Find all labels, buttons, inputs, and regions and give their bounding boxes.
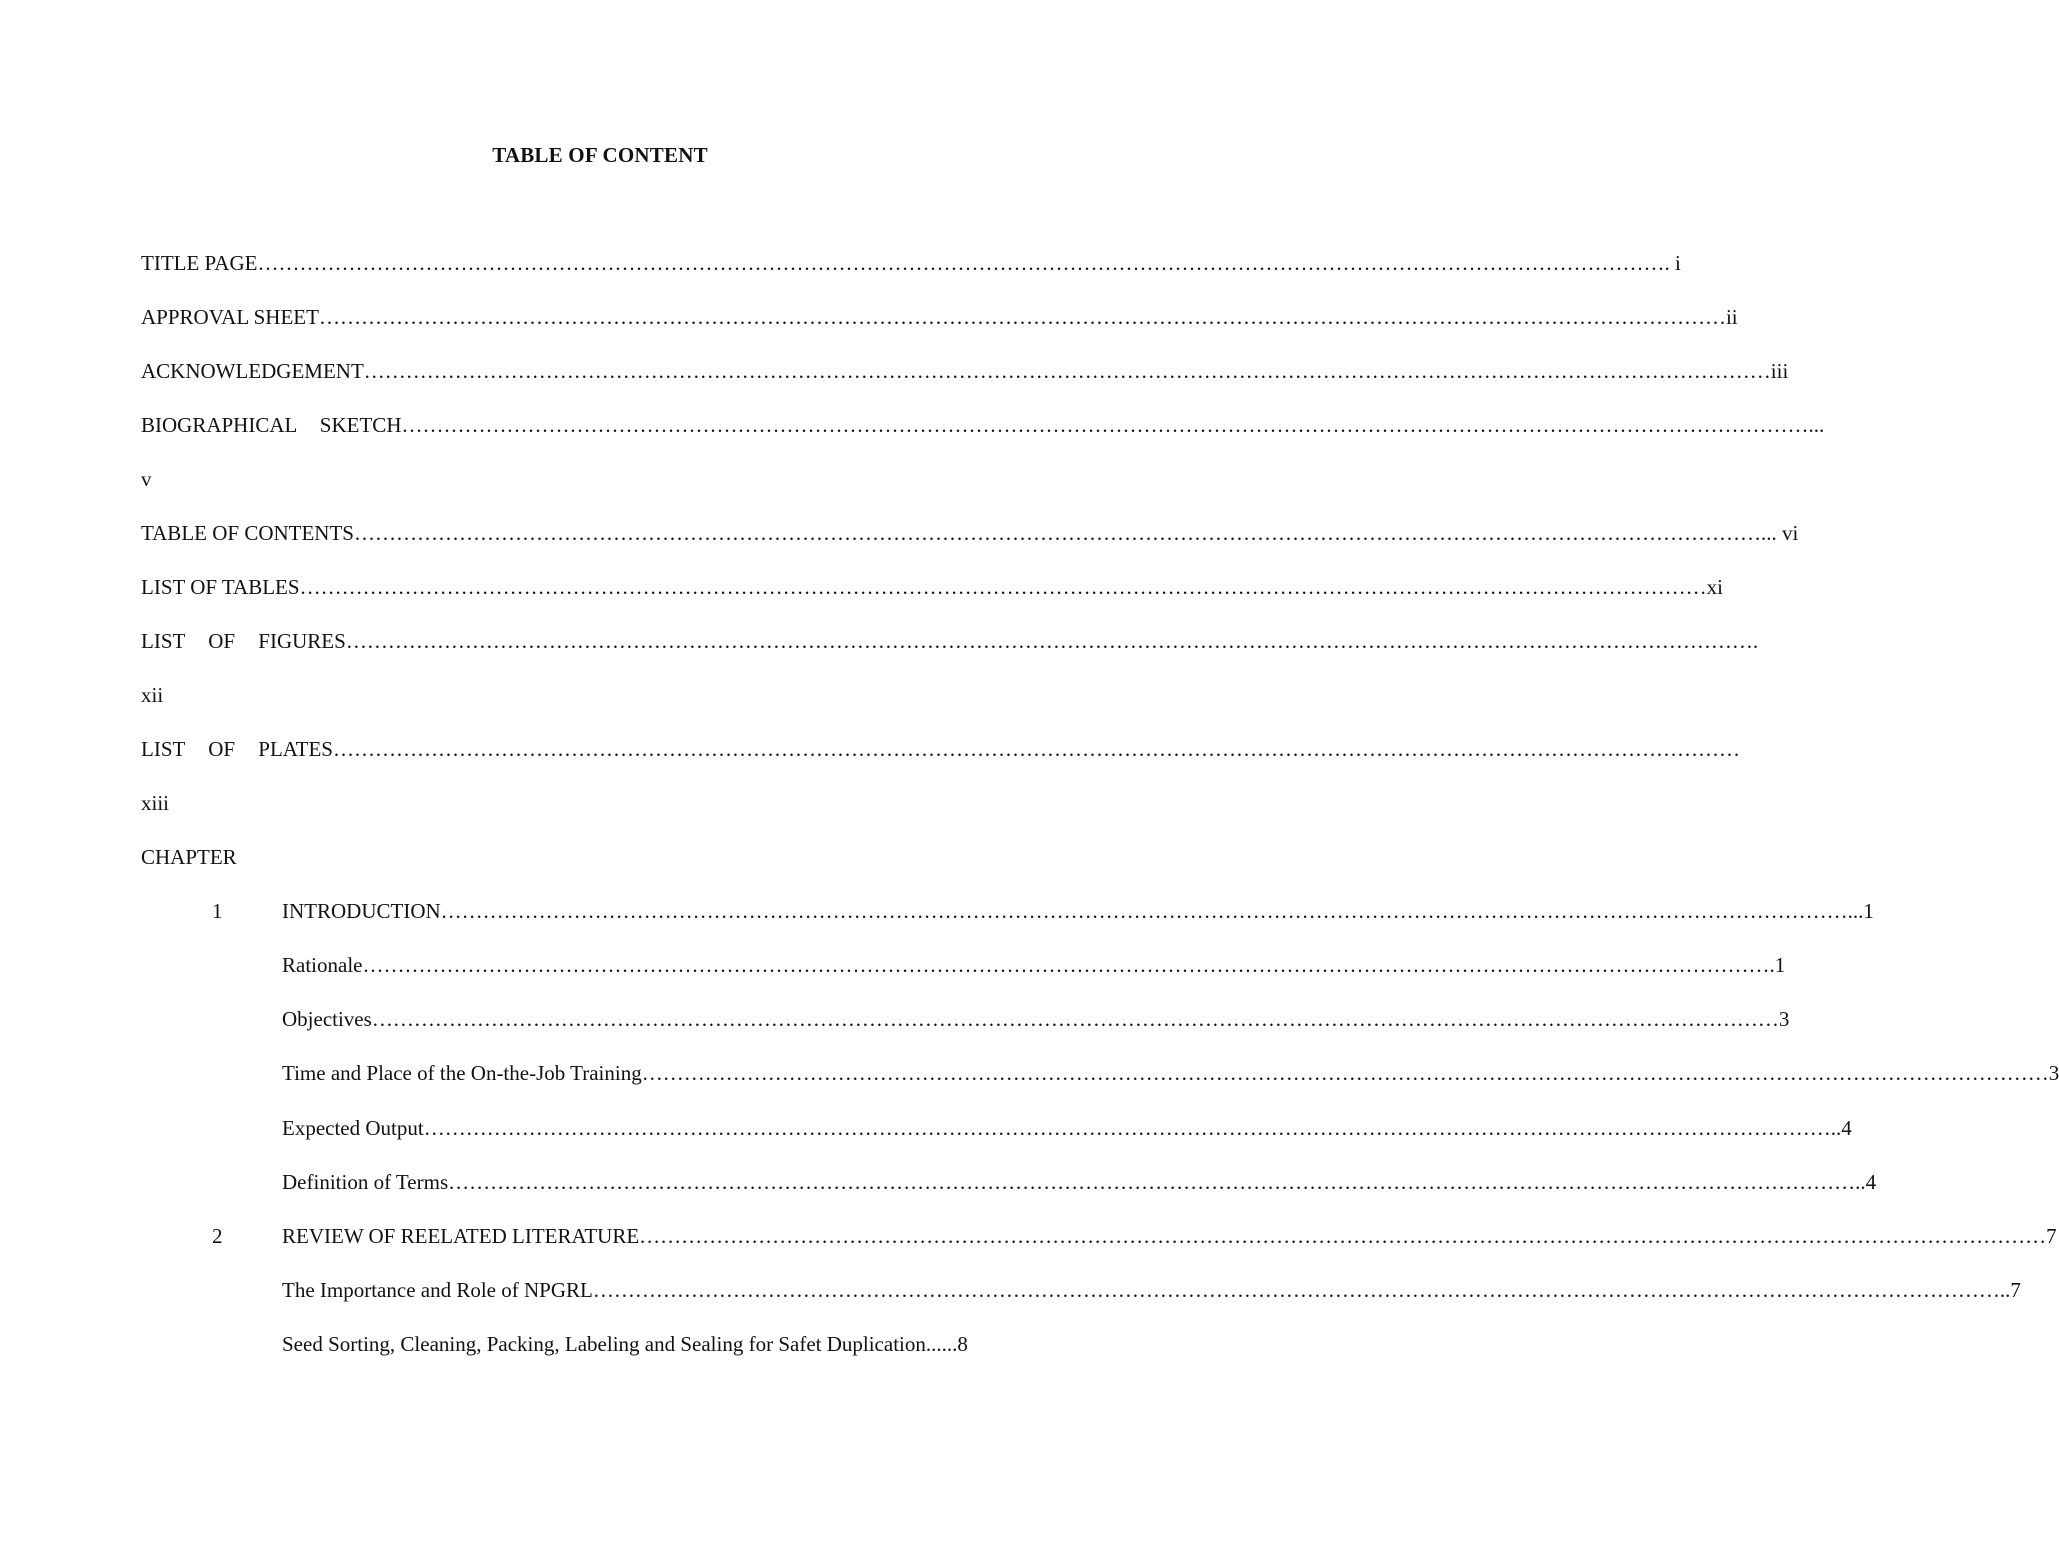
toc-entry-acknowledgement	[141, 359, 1789, 384]
leader-dots: …………………………………………………………………………………………………………………………………………………………………………………	[371, 1007, 1779, 1031]
toc-entry-page: ..4	[1830, 1116, 1852, 1140]
toc-entry-label: BIOGRAPHICAL SKETCH	[141, 413, 402, 437]
toc-entry-label: Time and Place of the On-the-Job Training	[282, 1061, 642, 1085]
chapter-number: 1	[212, 899, 223, 923]
leader-dots: …………………………………………………………………………………………………………………………………………………………………………………	[401, 413, 1809, 437]
toc-entry-page: .	[1752, 629, 1759, 653]
toc-entry-section	[282, 953, 1786, 978]
toc-entry-label: ACKNOWLEDGEMENT	[141, 359, 364, 383]
toc-entry-table-of-contents	[141, 521, 1799, 546]
toc-entry-title-page	[141, 251, 1681, 276]
toc-entry-section	[282, 1061, 2059, 1086]
leader-dots: …………………………………………………………………………………………………………………………………………………………………………………	[440, 899, 1848, 923]
toc-entry-page: 7	[2046, 1224, 2057, 1248]
toc-entry-label: APPROVAL SHEET	[141, 305, 319, 329]
leader-dots: …………………………………………………………………………………………………………………………………………………………………………………	[363, 359, 1771, 383]
toc-entry-label: Expected Output	[282, 1116, 424, 1140]
leader-dots: …………………………………………………………………………………………………………………………………………………………………………………	[299, 575, 1707, 599]
leader-dots: …………………………………………………………………………………………………………………………………………………………………………………	[448, 1170, 1856, 1194]
toc-entry-list-of-figures	[141, 629, 1759, 654]
leader-dots: …………………………………………………………………………………………………………………………………………………………………………………	[362, 953, 1770, 977]
toc-entry-label: INTRODUCTION	[282, 899, 441, 923]
toc-entry-page: . i	[1664, 251, 1681, 275]
leader-dots: …………………………………………………………………………………………………………………………………………………………………………………	[345, 629, 1753, 653]
toc-entry-label: The Importance and Role of NPGRL	[282, 1278, 593, 1302]
toc-entry-page: 3	[1778, 1007, 1790, 1031]
toc-entry-page: ..7	[1999, 1278, 2021, 1302]
leader-dots: …………………………………………………………………………………………………………………………………………………………………………………	[332, 737, 1740, 761]
toc-entry-page: xi	[1706, 575, 1723, 599]
page-title: TABLE OF CONTENT	[492, 143, 708, 167]
toc-entry-page: ......8	[925, 1332, 968, 1356]
toc-entry-page-wrapped: xii	[141, 683, 164, 707]
toc-entry-label: TITLE PAGE	[141, 251, 258, 275]
toc-entry-section	[282, 1116, 1852, 1141]
toc-entry-section	[282, 1278, 2021, 1303]
toc-entry-label: LIST OF TABLES	[141, 575, 300, 599]
toc-entry-page: ...1	[1847, 899, 1874, 923]
toc-entry-approval-sheet	[141, 305, 1738, 330]
toc-entry-label: REVIEW OF REELATED LITERATURE	[282, 1224, 640, 1248]
toc-entry-label: Definition of Terms	[282, 1170, 449, 1194]
toc-entry-page: ..4	[1855, 1170, 1877, 1194]
leader-dots: …………………………………………………………………………………………………………………………………………………………………………………	[318, 305, 1726, 329]
toc-entry-page: iii	[1770, 359, 1789, 383]
leader-dots: …………………………………………………………………………………………………………………………………………………………………………………	[639, 1224, 2047, 1248]
toc-entry-label: Seed Sorting, Cleaning, Packing, Labeling and Sealing for Safet Duplication	[282, 1332, 926, 1356]
toc-entry-label: LIST OF FIGURES	[141, 629, 346, 653]
toc-entry-biographical-sketch	[141, 413, 1825, 438]
toc-entry-chapter	[282, 899, 1874, 924]
toc-entry-label: LIST OF PLATES	[141, 737, 333, 761]
chapter-number: 2	[212, 1224, 223, 1248]
leader-dots: …………………………………………………………………………………………………………………………………………………………………………………	[592, 1278, 2000, 1302]
toc-entry-label: Objectives	[282, 1007, 372, 1031]
leader-dots: …………………………………………………………………………………………………………………………………………………………………………………	[353, 521, 1761, 545]
toc-entry-list-of-tables	[141, 575, 1723, 600]
toc-entry-page: .1	[1769, 953, 1786, 977]
toc-entry-section	[282, 1332, 1058, 1357]
leader-dots: …………………………………………………………………………………………………………………………………………………………………………………	[257, 251, 1665, 275]
toc-entry-list-of-plates	[141, 737, 1740, 762]
chapter-heading: CHAPTER	[141, 845, 237, 869]
toc-entry-label: TABLE OF CONTENTS	[141, 521, 354, 545]
toc-entry-page: ... vi	[1760, 521, 1799, 545]
toc-entry-page: ...	[1808, 413, 1825, 437]
leader-dots: …………………………………………………………………………………………………………………………………………………………………………………	[641, 1061, 2049, 1085]
toc-entry-section	[282, 1007, 1790, 1032]
toc-entry-label: Rationale	[282, 953, 363, 977]
toc-entry-page-wrapped: xiii	[141, 791, 170, 815]
toc-entry-page-wrapped: v	[141, 467, 152, 491]
toc-entry-section	[282, 1170, 1877, 1195]
toc-entry-page: ii	[1725, 305, 1738, 329]
leader-dots: …………………………………………………………………………………………………………………………………………………………………………………	[423, 1116, 1831, 1140]
toc-entry-page: 3	[2048, 1061, 2059, 1085]
toc-entry-chapter	[282, 1224, 2057, 1249]
